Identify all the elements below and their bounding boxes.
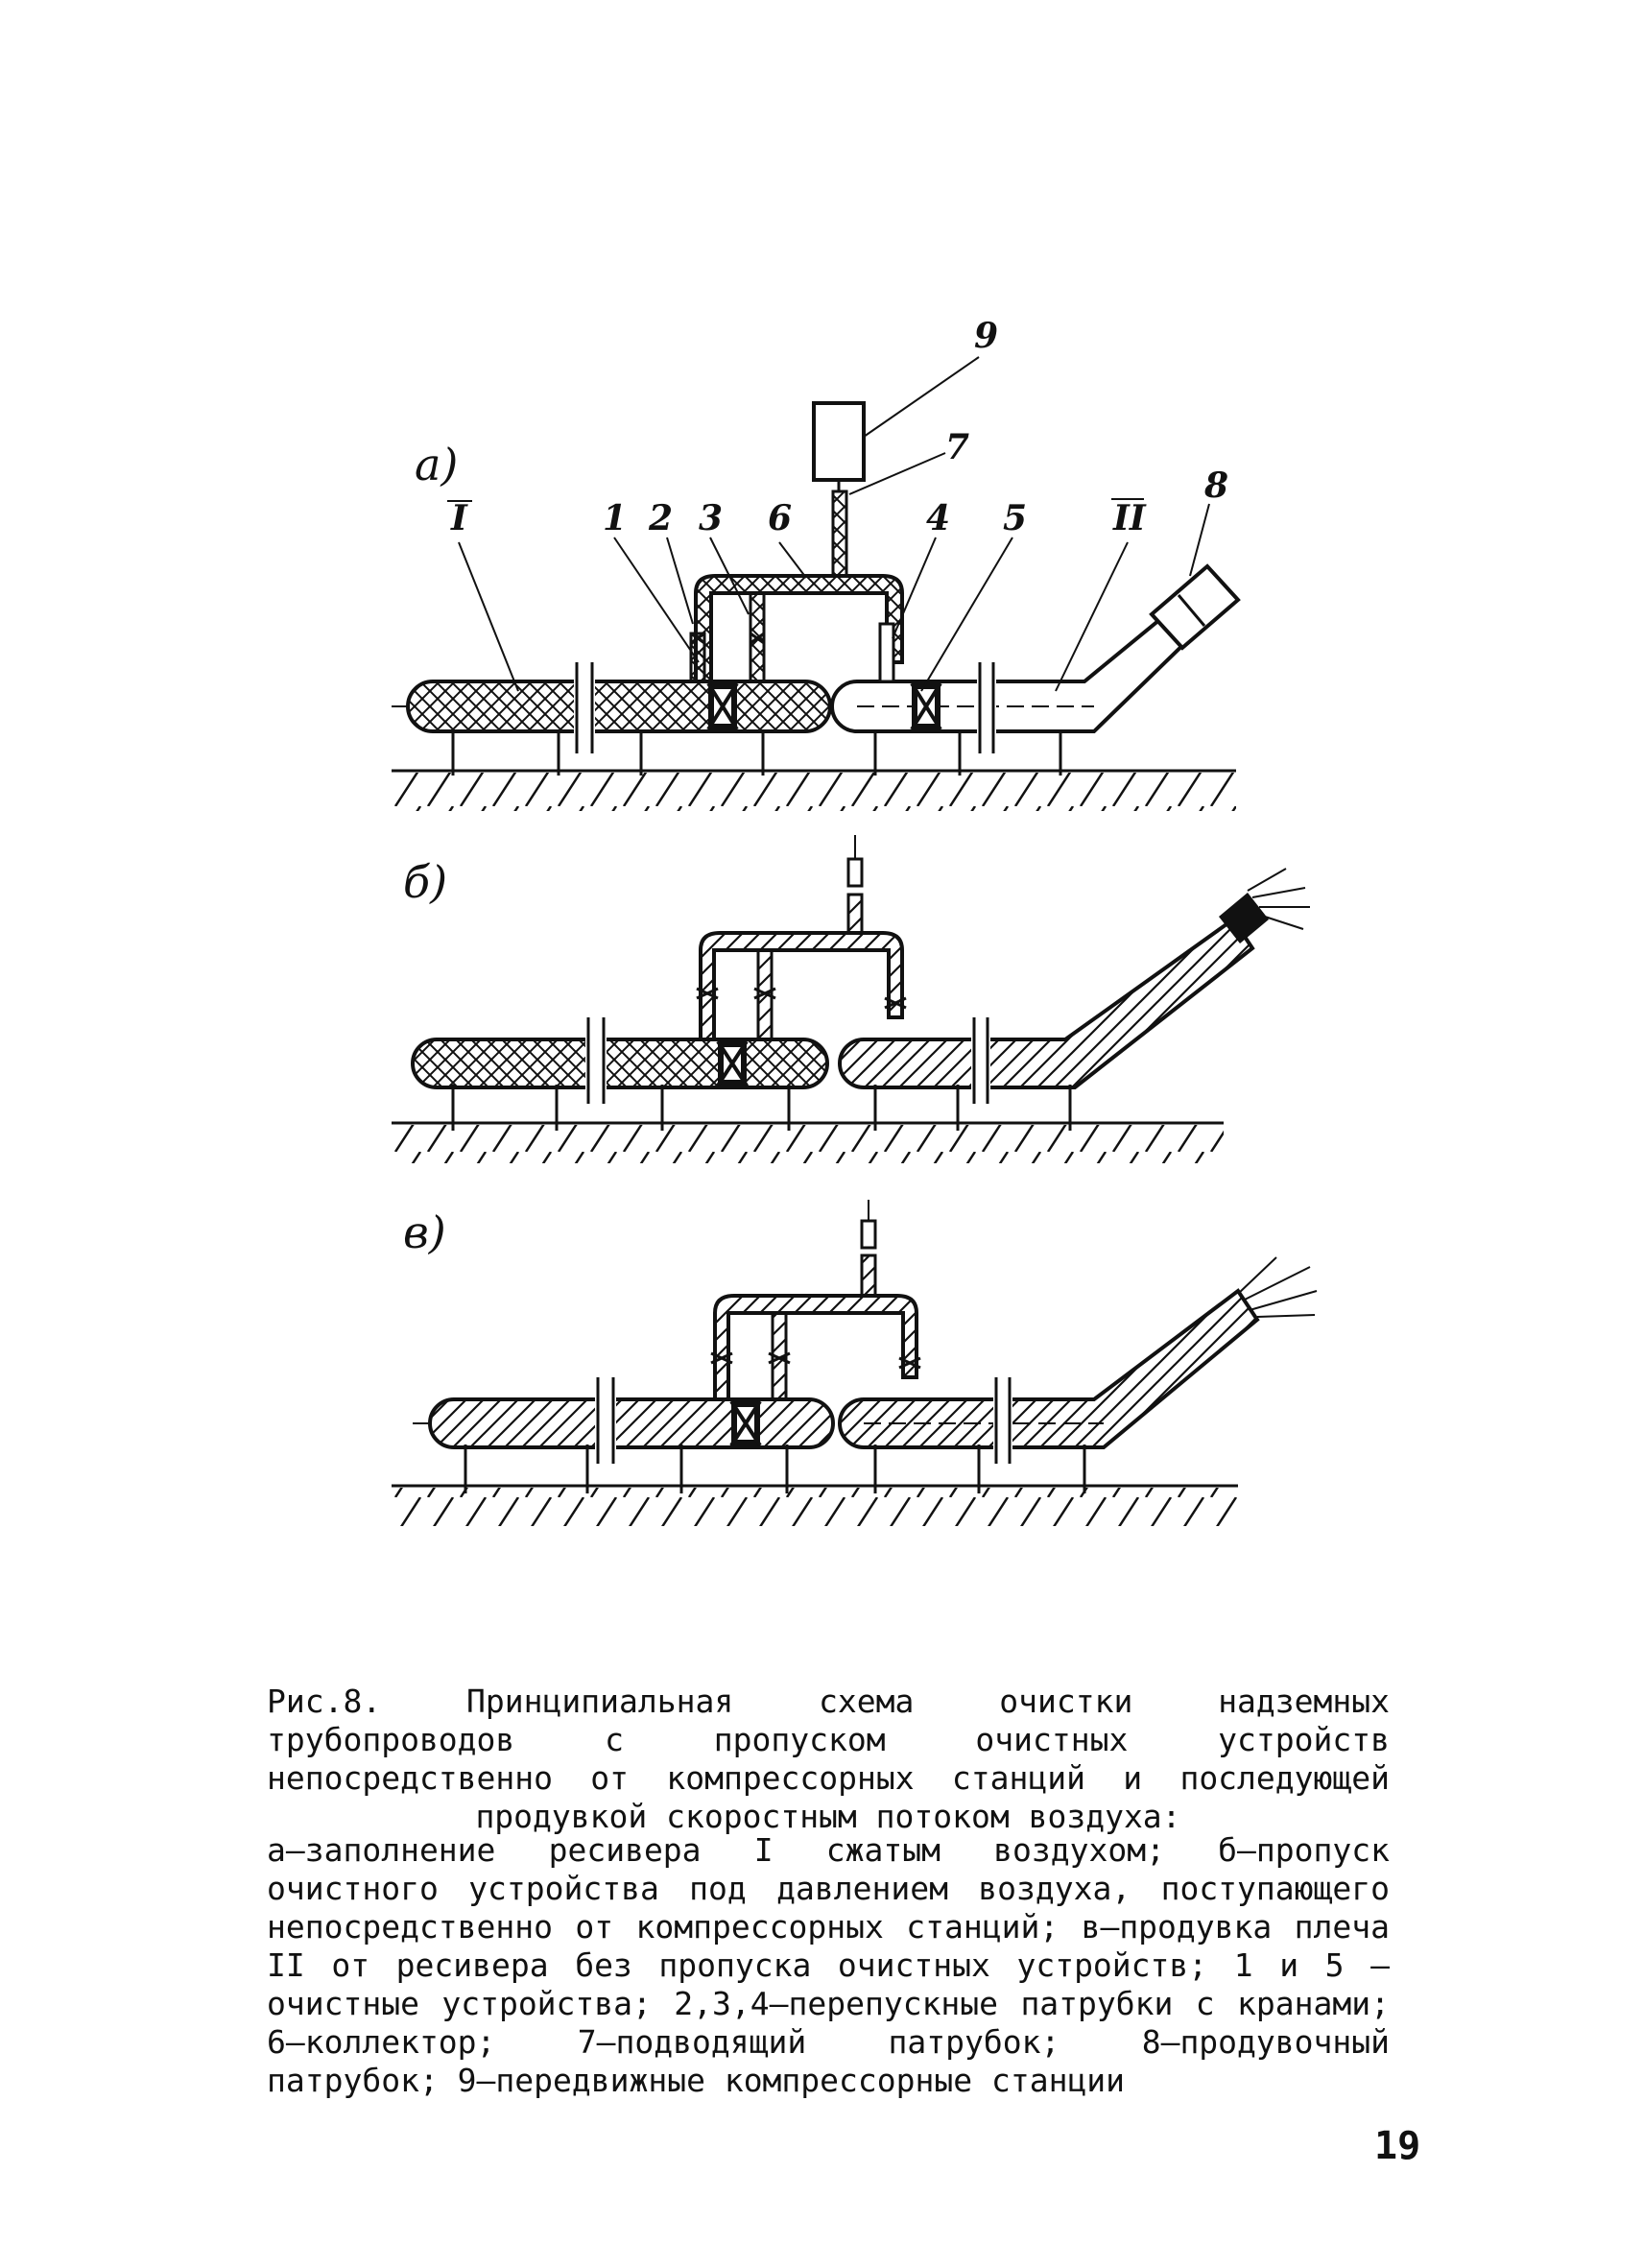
collector-6 [701,933,902,1039]
inlet-pipe-7 [848,895,862,933]
cleaning-device-5 [912,681,941,731]
panel-a [392,316,1238,811]
label-8: 8 [1204,466,1229,506]
label-receiver-I: I [451,498,467,538]
label-5: 5 [1003,498,1028,538]
cleaning-device-5 [1219,869,1310,943]
compressor-station-9 [814,403,864,480]
label-7: 7 [945,427,970,467]
inlet-pipe-7 [833,491,846,576]
panel-b-label: б) [403,856,448,908]
label-9: 9 [974,316,999,356]
label-4: 4 [926,498,951,538]
panel-v-label: в) [403,1206,446,1258]
cleaning-device-1 [731,1399,760,1447]
collector-6 [715,1296,917,1399]
inlet-pipe-7 [862,1255,875,1296]
page-number: 19 [1374,2124,1421,2168]
panel-b [392,835,1310,1163]
ground-hatching [392,1125,1224,1163]
receiver-I [413,1039,827,1087]
collector-6 [696,576,902,681]
bypass-pipe-4 [880,624,893,681]
label-3: 3 [699,498,724,538]
pipe-supports [443,729,1070,776]
cleaning-device-1 [708,681,737,731]
label-1: 1 [603,498,628,538]
panel-a-label: а) [415,439,459,490]
figure-caption-body: а–заполнение ресивера I сжатым воздухом; б–пропуск очистного устройства под давлением воздуха, поступающего непосредственно от компрессорных станций; в–продувка плеча II от ресивера без пропуска очистных устройств; 1 и 5 – очистные устройства; 2,3,4–перепускные патрубки с кранами; 6–коллектор; 7–подводящий патрубок; 8–продувочный патрубок; 9–передвижные компрессорные станции [267,1831,1390,2099]
ground-hatching [392,773,1236,811]
cleaning-device-1 [718,1039,747,1087]
receiver-I [408,681,830,731]
figure-caption-title: Рис.8. Принципиальная схема очистки надземных трубопроводов с пропуском очистных устройств непосредственно от компрессорных станций и последующей продувкой скоростным потоком воздуха: [267,1683,1390,1835]
label-6: 6 [768,498,793,538]
label-shoulder-II: II [1113,498,1146,538]
ground-hatching [392,1488,1238,1526]
label-2: 2 [649,498,674,538]
receiver-I [430,1399,833,1447]
panel-v [392,1200,1317,1526]
